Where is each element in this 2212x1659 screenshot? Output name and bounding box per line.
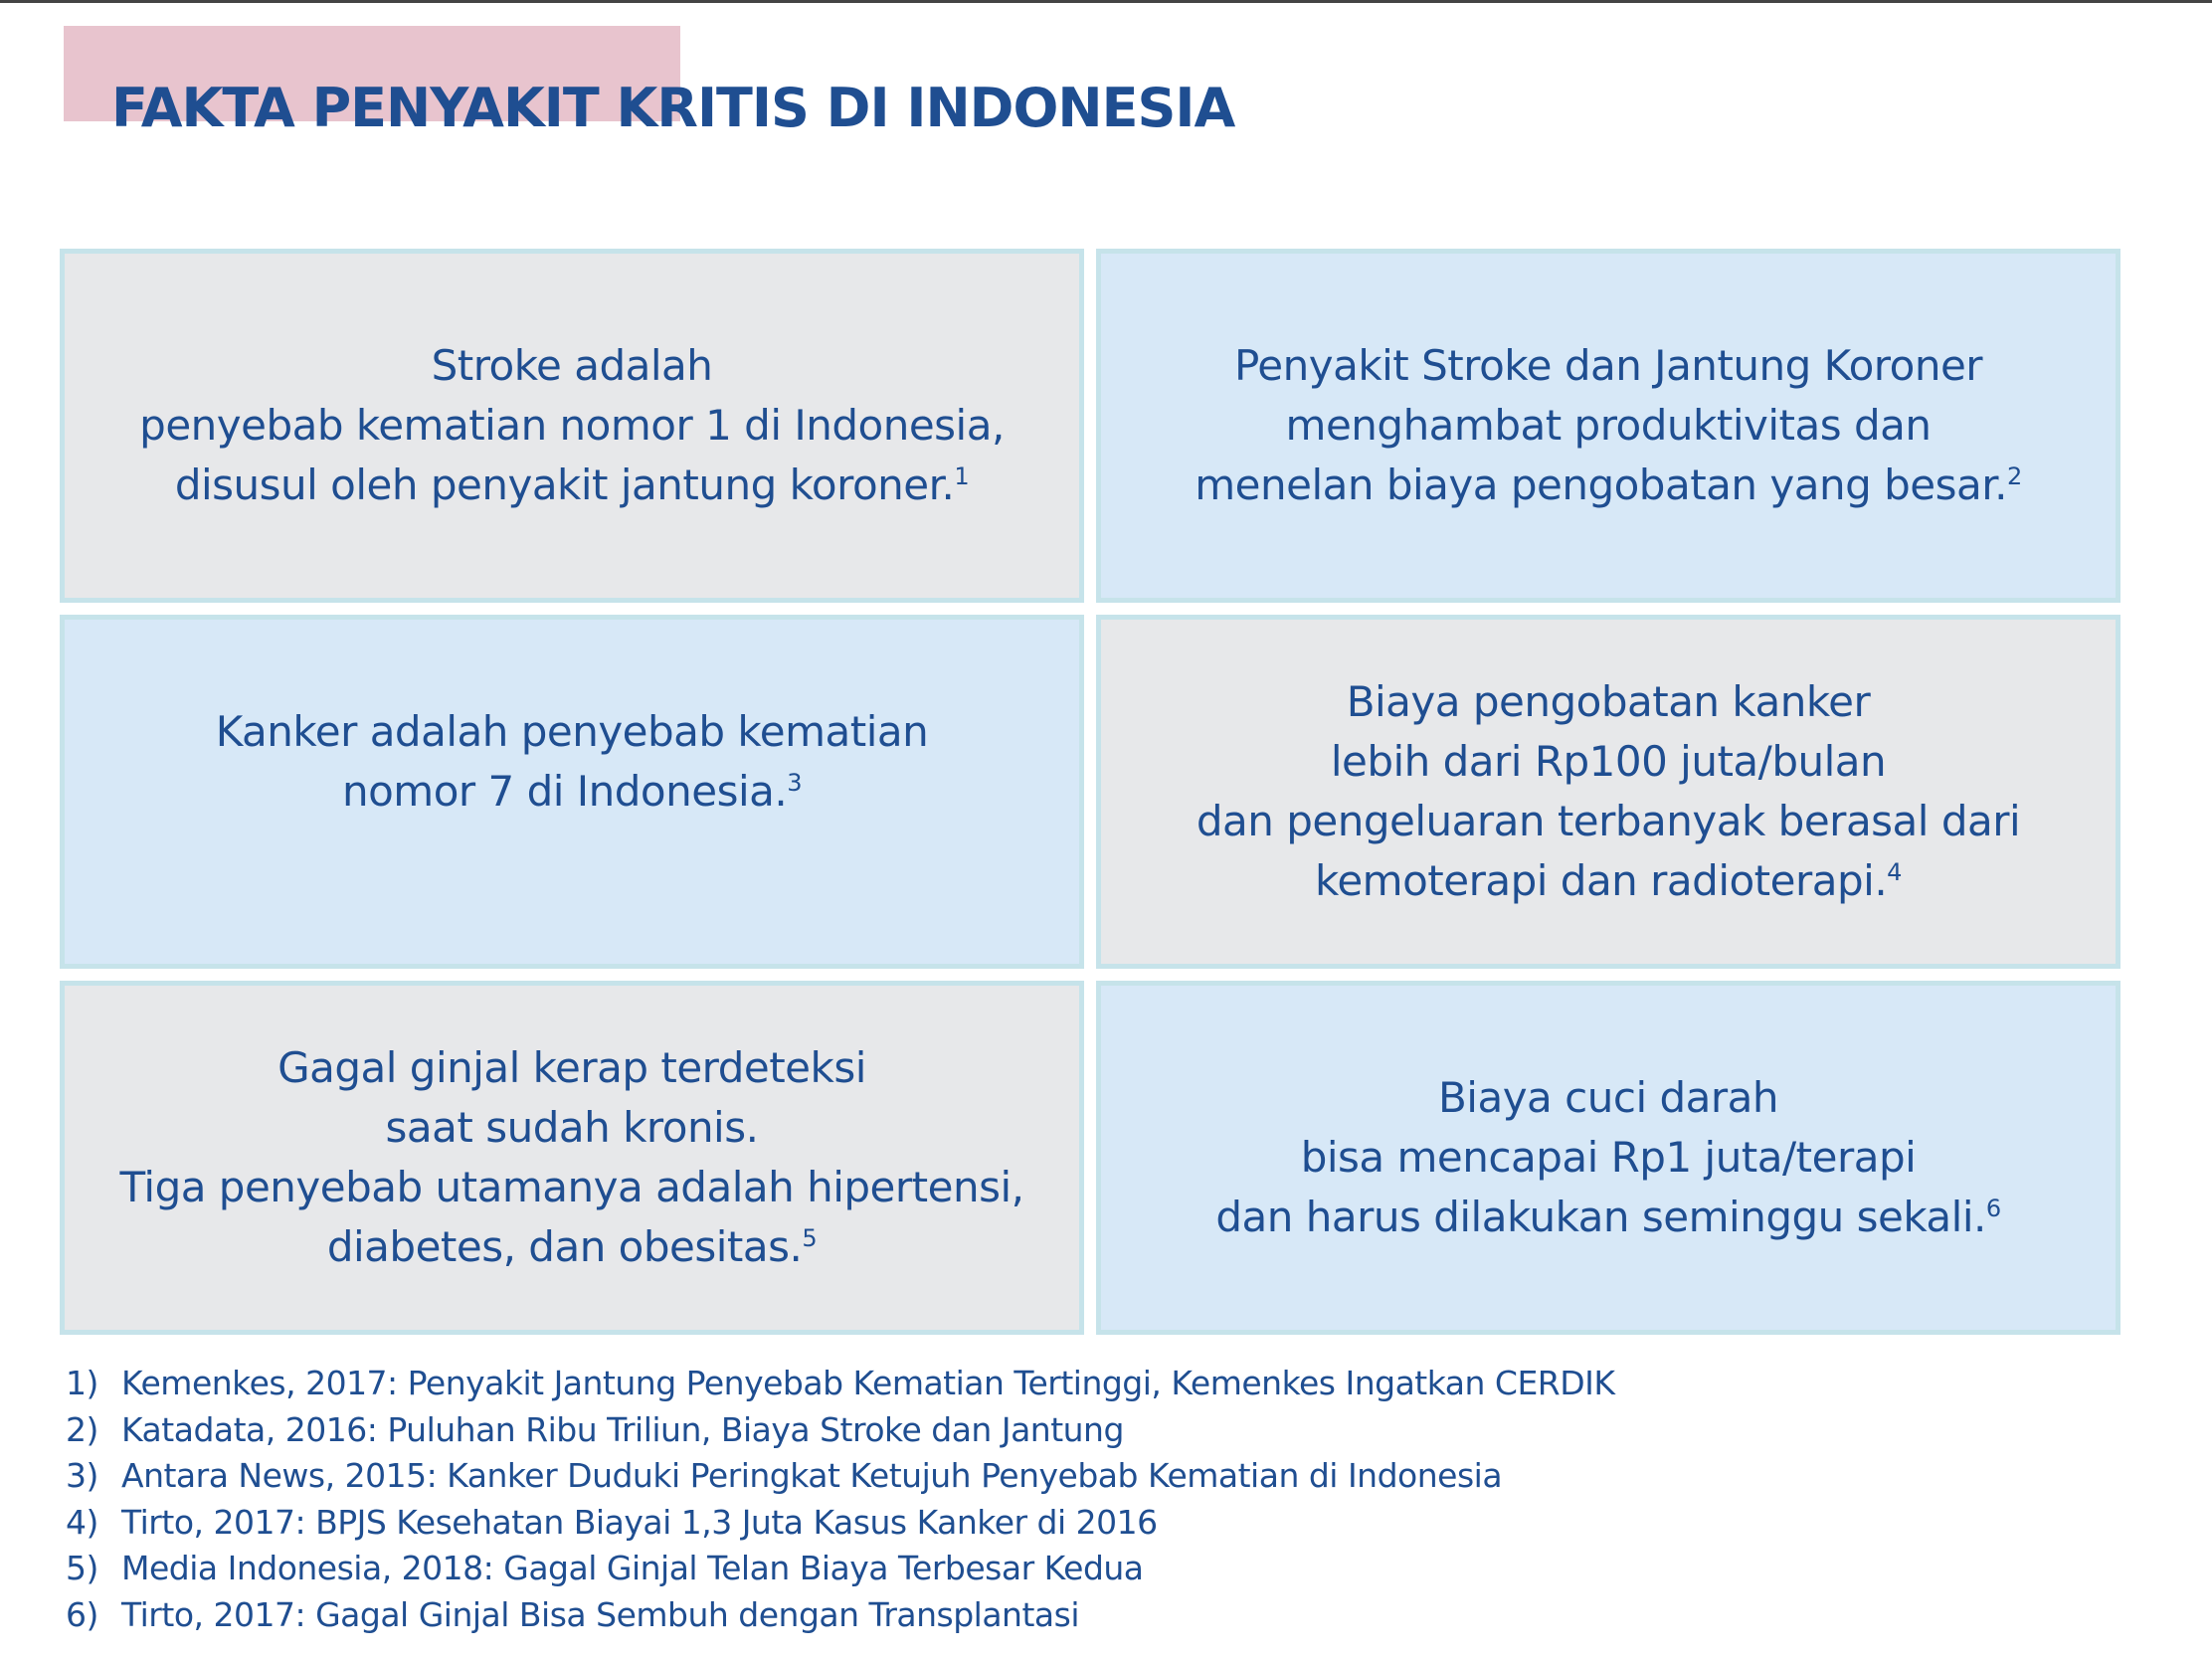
footnote-marker: 3 bbox=[787, 769, 803, 797]
fact-card-text bbox=[1215, 1068, 2000, 1247]
footnote-marker: 1 bbox=[954, 462, 970, 490]
fact-line: Gagal ginjal kerap terdeteksi bbox=[277, 1043, 866, 1092]
fact-card-productivity bbox=[1096, 249, 2120, 603]
fact-line-last bbox=[1215, 1188, 2000, 1247]
fact-line-last bbox=[216, 762, 929, 822]
reference-text: Katadata, 2016: Puluhan Ribu Triliun, Biaya Stroke dan Jantung bbox=[121, 1409, 1124, 1449]
reference-number: 1) bbox=[66, 1364, 98, 1402]
fact-card-dialysis bbox=[1096, 981, 2120, 1335]
fact-line: menghambat produktivitas dan bbox=[1285, 401, 1932, 450]
reference-item bbox=[66, 1500, 1615, 1547]
fact-card-cancer-cost bbox=[1096, 615, 2120, 969]
fact-line: menelan biaya pengobatan yang besar. bbox=[1195, 461, 2007, 509]
reference-text: Kemenkes, 2017: Penyakit Jantung Penyebab Kematian Tertinggi, Kemenkes Ingatkan CERDIK bbox=[121, 1364, 1615, 1402]
fact-line: kemoterapi dan radioterapi. bbox=[1315, 856, 1888, 905]
fact-line: Kanker adalah penyebab kematian bbox=[215, 707, 929, 756]
fact-line-spacer bbox=[216, 822, 929, 881]
footnote-marker: 4 bbox=[1887, 858, 1902, 886]
fact-line: lebih dari Rp100 juta/bulan bbox=[1330, 737, 1887, 786]
fact-line: penyebab kematian nomor 1 di Indonesia, bbox=[139, 401, 1005, 450]
fact-line: disusul oleh penyakit jantung koroner. bbox=[174, 461, 955, 509]
reference-text: Media Indonesia, 2018: Gagal Ginjal Telan Biaya Terbesar Kedua bbox=[121, 1549, 1144, 1587]
fact-line: dan harus dilakukan seminggu sekali. bbox=[1215, 1193, 1986, 1241]
footnote-marker: 6 bbox=[1985, 1195, 2001, 1222]
references-list bbox=[66, 1361, 1615, 1638]
fact-card-text bbox=[139, 336, 1005, 515]
fact-line: Biaya pengobatan kanker bbox=[1346, 677, 1871, 726]
reference-item bbox=[66, 1592, 1615, 1639]
top-rule bbox=[0, 0, 2212, 3]
fact-card-text bbox=[120, 1038, 1024, 1277]
fact-card-stroke bbox=[60, 249, 1084, 603]
fact-line: Stroke adalah bbox=[431, 341, 713, 390]
fact-line: Biaya cuci darah bbox=[1437, 1073, 1778, 1122]
fact-line: Tiga penyebab utamanya adalah hipertensi, bbox=[119, 1163, 1024, 1211]
reference-item bbox=[66, 1546, 1615, 1592]
reference-text: Tirto, 2017: BPJS Kesehatan Biayai 1,3 Juta Kasus Kanker di 2016 bbox=[121, 1502, 1158, 1542]
fact-line: dan pengeluaran terbanyak berasal dari bbox=[1196, 797, 2021, 845]
fact-line-last bbox=[120, 1217, 1024, 1277]
fact-card-cancer bbox=[60, 615, 1084, 969]
reference-number: 5) bbox=[66, 1549, 98, 1587]
reference-number: 2) bbox=[66, 1409, 98, 1449]
reference-text: Antara News, 2015: Kanker Duduki Peringkat Ketujuh Penyebab Kematian di Indonesia bbox=[121, 1456, 1503, 1495]
reference-text: Tirto, 2017: Gagal Ginjal Bisa Sembuh dengan Transplantasi bbox=[121, 1594, 1079, 1634]
fact-card-text bbox=[1197, 672, 2020, 911]
reference-number: 3) bbox=[66, 1456, 98, 1495]
fact-line-last bbox=[1195, 456, 2022, 515]
fact-card-text bbox=[216, 702, 929, 881]
reference-item bbox=[66, 1407, 1615, 1454]
fact-line: bisa mencapai Rp1 juta/terapi bbox=[1300, 1133, 1917, 1182]
reference-number: 6) bbox=[66, 1594, 98, 1634]
fact-line: diabetes, dan obesitas. bbox=[326, 1222, 803, 1271]
footnote-marker: 5 bbox=[802, 1224, 818, 1252]
fact-line-last bbox=[1197, 851, 2020, 911]
fact-line: nomor 7 di Indonesia. bbox=[341, 767, 788, 816]
fact-line-last bbox=[139, 456, 1005, 515]
facts-grid bbox=[60, 249, 2120, 1335]
fact-card-kidney bbox=[60, 981, 1084, 1335]
page-title: FAKTA PENYAKIT KRITIS DI INDONESIA bbox=[111, 77, 1235, 139]
reference-number: 4) bbox=[66, 1502, 98, 1542]
fact-line: saat sudah kronis. bbox=[385, 1103, 759, 1152]
reference-item bbox=[66, 1361, 1615, 1407]
fact-card-text bbox=[1195, 336, 2022, 515]
footnote-marker: 2 bbox=[2006, 462, 2022, 490]
reference-item bbox=[66, 1453, 1615, 1500]
fact-line: Penyakit Stroke dan Jantung Koroner bbox=[1233, 341, 1983, 390]
